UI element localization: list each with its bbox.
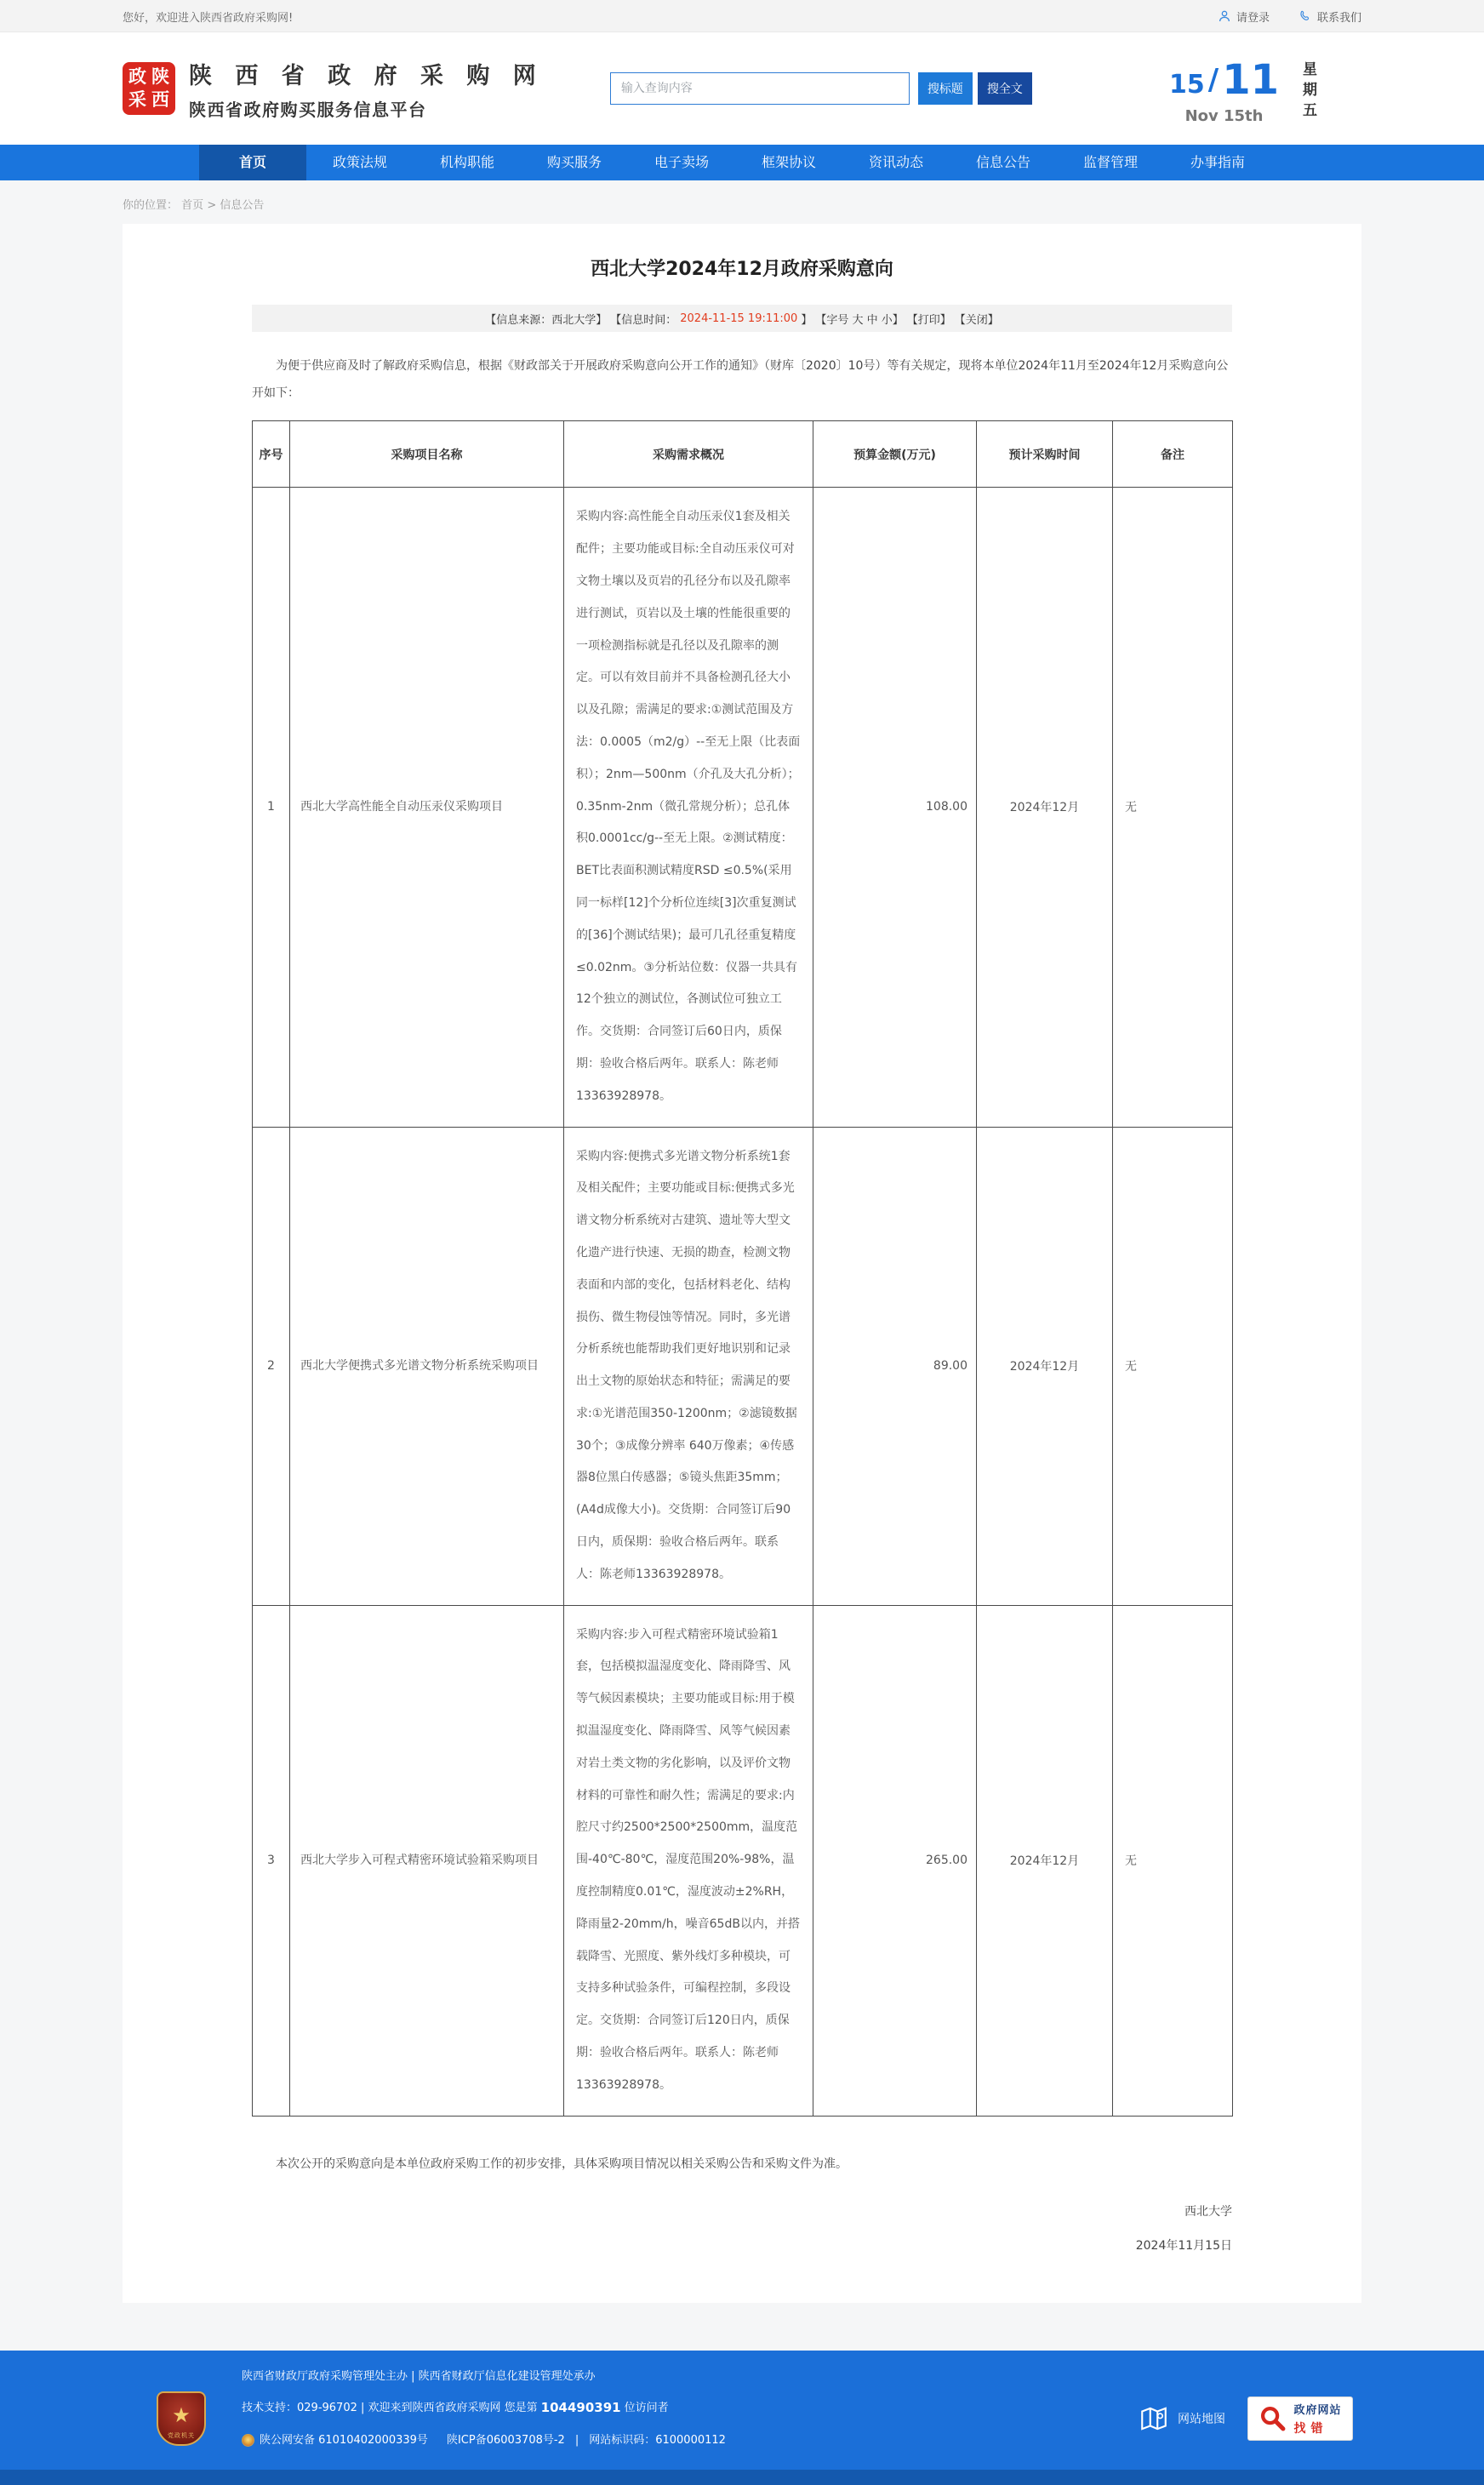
breadcrumb-current[interactable]: 信息公告 (220, 199, 265, 212)
nav-item-supervision[interactable]: 监督管理 (1082, 154, 1138, 170)
footer-beian2[interactable]: 陕ICP备06003708号-2 (446, 2434, 565, 2448)
cell-time: 2024年12月 (977, 488, 1113, 1127)
col-header-budget: 预算金额(万元) (813, 421, 977, 488)
cell-budget: 108.00 (813, 488, 977, 1127)
logo-char: 西 (151, 89, 169, 110)
site-footer (0, 2351, 1484, 2485)
phone-icon (1298, 9, 1312, 23)
contact-link[interactable] (1298, 9, 1361, 25)
search-fulltext-button[interactable]: 搜全文 (978, 72, 1032, 105)
nav-item-home[interactable]: 首页 (199, 145, 306, 180)
site-logo[interactable] (123, 62, 175, 115)
logo-char: 采 (128, 89, 146, 110)
article-card (123, 224, 1361, 2303)
login-link[interactable] (1218, 9, 1270, 25)
map-icon (1139, 2403, 1169, 2434)
fontsize-controls[interactable]: 【字号 大 中 小】 (815, 313, 904, 327)
meta-time-prefix: 【信息时间： (610, 313, 677, 327)
nav-item-announcements[interactable]: 信息公告 (975, 154, 1030, 170)
nav-item-purchase-services[interactable]: 购买服务 (546, 154, 602, 170)
meta-source: 【信息来源：西北大学】 (485, 313, 608, 327)
search-input[interactable] (610, 72, 910, 105)
page-title: 西北大学2024年12月政府采购意向 (591, 259, 893, 280)
site-subtitle: 陕西省政府购买服务信息平台 (189, 99, 427, 120)
topbar (0, 0, 1484, 32)
meta-time-suffix: 】 (801, 313, 813, 327)
footer-bottom-strip (0, 2470, 1484, 2485)
nav-item-guide[interactable]: 办事指南 (1190, 154, 1245, 170)
site-header (0, 32, 1484, 145)
welcome-text: 您好，欢迎进入陕西省政府采购网! (123, 11, 294, 25)
cell-note: 无 (1113, 488, 1233, 1127)
closing-paragraph: 本次公开的采购意向是本单位政府采购工作的初步安排，具体采购项目情况以相关采购公告和采购文件为准。 (276, 2157, 848, 2171)
public-security-badge-icon (242, 2434, 254, 2447)
site-name: 陕 西 省 政 府 采 购 网 (189, 62, 544, 89)
login-label: 请登录 (1236, 11, 1270, 25)
error-report-badge[interactable] (1247, 2396, 1353, 2441)
article-meta-bar (252, 305, 1232, 332)
col-header-note: 备注 (1113, 421, 1233, 488)
table-row (253, 1605, 1233, 2116)
logo-char: 陕 (151, 66, 169, 87)
table-row (253, 488, 1233, 1127)
visitor-count: 104490391 (540, 2400, 621, 2416)
search-title-button[interactable]: 搜标题 (918, 72, 973, 105)
breadcrumb-home[interactable]: 首页 (181, 199, 204, 212)
cell-no: 1 (253, 488, 290, 1127)
cell-no: 2 (253, 1127, 290, 1605)
main-nav (0, 145, 1484, 180)
date-widget (1169, 53, 1361, 125)
logo-char: 政 (128, 66, 146, 87)
signature-date: 2024年11月15日 (1135, 2239, 1232, 2254)
date-english: Nov 15th (1184, 106, 1264, 125)
col-header-time: 预计采购时间 (977, 421, 1113, 488)
close-button[interactable]: 【关闭】 (954, 313, 999, 327)
meta-time-value: 2024-11-15 19:11:00 (680, 311, 798, 325)
cell-no: 3 (253, 1605, 290, 2116)
sitemap-link[interactable] (1139, 2403, 1225, 2434)
table-header-row (253, 421, 1233, 488)
footer-beian-separator: | (574, 2434, 579, 2448)
nav-item-emall[interactable]: 电子卖场 (654, 154, 709, 170)
breadcrumb (123, 180, 1361, 224)
col-header-no: 序号 (253, 421, 290, 488)
cell-note: 无 (1113, 1127, 1233, 1605)
procurement-table (252, 420, 1233, 2116)
date-month: 11 (1222, 55, 1279, 104)
col-header-name: 采购项目名称 (290, 421, 564, 488)
date-day: 15 (1169, 69, 1205, 100)
cell-budget: 89.00 (813, 1127, 977, 1605)
cell-demand: 采购内容:步入可程式精密环境试验箱1套，包括模拟温湿度变化、降雨降雪、风等气候因素模块；主要功能或目标:用于模拟温湿度变化、降雨降雪、风等气候因素对岩土类文物的劣化影响，以及评价文物材料的可靠性和耐久性；需满足的要求:内腔尺寸约2500*2500*2500mm，温度范围-40℃-80℃，湿度范围20%-98%，温度控制精度0.01℃，湿度波动±2%RH，降雨量2-20mm/h，噪音65dB以内，并搭载降雪、光照度、紫外线灯多种模块，可支持多种试验条件，可编程控制，多段设定。交货期：合同签订后120日内，质保期：验收合格后两年。联系人：陈老师13363928978。 (564, 1605, 813, 2116)
search-area (610, 72, 1032, 105)
nav-item-functions[interactable]: 机构职能 (439, 154, 494, 170)
cell-demand: 采购内容:高性能全自动压汞仪1套及相关配件；主要功能或目标:全自动压汞仪可对文物土壤以及页岩的孔径分布以及孔隙率进行测试，页岩以及土壤的性能很重要的一项检测指标就是孔径以及孔隙率的测定。可以有效目前并不具备检测孔径大小以及孔隙；需满足的要求:①测试范围及方法：0.0005（m2/g）--至无上限（比表面积）；2nm—500nm（介孔及大孔分析）；0.35nm-2nm（微孔常规分析）；总孔体积0.0001cc/g--至无上限。②测试精度：BET比表面积测试精度RSD ≤0.5%(采用同一标样[12]个分析位连续[3]次重复测试的[36]个测试结果)；最可几孔径重复精度≤0.02nm。③分析站位数：仪器一共具有12个独立的测试位，各测试位可独立工作。交货期：合同签订后60日内，质保期：验收合格后两年。联系人：陈老师13363928978。 (564, 488, 813, 1127)
footer-support-prefix: 技术支持：029-96702 | 欢迎来到陕西省政府采购网 您是第 (242, 2402, 538, 2415)
col-header-demand: 采购需求概况 (564, 421, 813, 488)
sitemap-label: 网站地图 (1178, 2413, 1225, 2427)
nav-item-news[interactable]: 资讯动态 (868, 154, 923, 170)
cell-project-name: 西北大学便携式多光谱文物分析系统采购项目 (290, 1127, 564, 1605)
nav-item-framework[interactable]: 框架协议 (761, 154, 816, 170)
cell-note: 无 (1113, 1605, 1233, 2116)
cell-budget: 265.00 (813, 1605, 977, 2116)
badge-top-label: 政府网站 (1293, 2404, 1342, 2418)
breadcrumb-separator: > (207, 199, 217, 212)
cell-project-name: 西北大学步入可程式精密环境试验箱采购项目 (290, 1605, 564, 2116)
footer-organizer: 陕西省财政厅政府采购管理处主办 | 陕西省财政厅信息化建设管理处承办 (242, 2370, 596, 2384)
breadcrumb-prefix: 你的位置： (123, 199, 179, 212)
magnifier-icon (1259, 2404, 1287, 2433)
cell-project-name: 西北大学高性能全自动压汞仪采购项目 (290, 488, 564, 1127)
print-button[interactable]: 【打印】 (906, 313, 951, 327)
intro-paragraph: 为便于供应商及时了解政府采购信息，根据《财政部关于开展政府采购意向公开工作的通知》（财库〔2020〕10号）等有关规定，现将本单位2024年11月至2024年12月采购意向公开如下： (252, 359, 1229, 401)
footer-site-code: 网站标识码：6100000112 (589, 2434, 726, 2448)
government-emblem: ★ 党政机关 (157, 2391, 206, 2446)
badge-bottom-label: 找错 (1293, 2422, 1328, 2436)
contact-label: 联系我们 (1316, 11, 1361, 25)
cell-demand: 采购内容:便携式多光谱文物分析系统1套及相关配件；主要功能或目标:便携式多光谱文物分析系统对古建筑、遗址等大型文化遗产进行快速、无损的勘查，检测文物表面和内部的变化，包括材料老化、结构损伤、微生物侵蚀等情况。同时，多光谱分析系统也能帮助我们更好地识别和记录出土文物的原始状态和特征；需满足的要求:①光谱范围350-1200nm；②滤镜数据30个；③成像分辨率 640万像素；④传感器8位黑白传感器；⑤镜头焦距35mm；(A4d成像大小)。交货期：合同签订后90日内，质保期：验收合格后两年。联系人：陈老师13363928978。 (564, 1127, 813, 1605)
date-slash: / (1207, 62, 1219, 97)
cell-time: 2024年12月 (977, 1127, 1113, 1605)
cell-time: 2024年12月 (977, 1605, 1113, 2116)
nav-item-policies[interactable]: 政策法规 (332, 154, 387, 170)
date-weekday: 星期五 (1299, 60, 1316, 123)
user-icon (1218, 9, 1231, 23)
signature-org: 西北大学 (1184, 2205, 1232, 2219)
footer-beian1[interactable]: 陕公网安备 61010402000339号 (260, 2434, 428, 2448)
table-row (253, 1127, 1233, 1605)
footer-support-suffix: 位访问者 (624, 2402, 669, 2415)
